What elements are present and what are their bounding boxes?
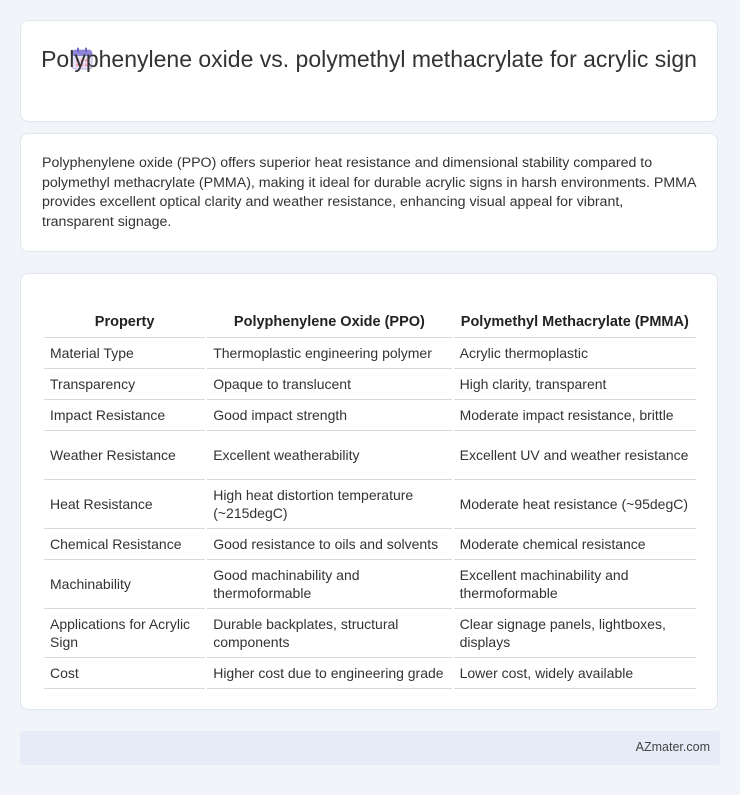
header-property: Property [44, 295, 205, 338]
pmma-cell: Acrylic thermoplastic [454, 338, 696, 369]
property-cell: Weather Resistance [44, 431, 205, 480]
header-pmma: Polymethyl Methacrylate (PMMA) [454, 295, 696, 338]
footer-brand-link[interactable]: AZmater.com [635, 740, 710, 754]
ppo-cell: Higher cost due to engineering grade [207, 658, 451, 689]
pmma-cell: Lower cost, widely available [454, 658, 696, 689]
pmma-cell: Excellent machinability and thermoformable [454, 560, 696, 609]
pmma-cell: Moderate heat resistance (~95degC) [454, 480, 696, 529]
header-ppo: Polyphenylene Oxide (PPO) [207, 295, 451, 338]
page-title: Polyphenylene oxide vs. polymethyl methacrylate for acrylic sign [41, 46, 697, 72]
table-row [44, 529, 696, 560]
property-cell: Material Type [44, 338, 205, 369]
table-header-row [44, 295, 696, 338]
pmma-cell: Moderate chemical resistance [454, 529, 696, 560]
table-row [44, 369, 696, 400]
title-card [20, 20, 718, 122]
table-row [44, 560, 696, 609]
intro-card [20, 133, 718, 252]
intro-paragraph: Polyphenylene oxide (PPO) offers superior heat resistance and dimensional stability compared to polymethyl methacrylate (PMMA), making it ideal for durable acrylic signs in harsh environments. PMMA provides excellent optical clarity and weather resistance, enhancing visual appeal for vibrant, transparent signage. [42, 155, 696, 230]
ppo-cell: Good resistance to oils and solvents [207, 529, 451, 560]
table-row [44, 480, 696, 529]
ppo-cell: Excellent weatherability [207, 431, 451, 480]
property-cell: Transparency [44, 369, 205, 400]
table-row [44, 658, 696, 689]
pmma-cell: Clear signage panels, lightboxes, displays [454, 609, 696, 658]
property-cell: Heat Resistance [44, 480, 205, 529]
comparison-card [20, 273, 718, 710]
table-row [44, 338, 696, 369]
pmma-cell: Moderate impact resistance, brittle [454, 400, 696, 431]
pmma-cell: Excellent UV and weather resistance [454, 431, 696, 480]
pmma-cell: High clarity, transparent [454, 369, 696, 400]
property-cell: Chemical Resistance [44, 529, 205, 560]
ppo-cell: Good machinability and thermoformable [207, 560, 451, 609]
ppo-cell: Durable backplates, structural components [207, 609, 451, 658]
footer-bar [20, 731, 720, 765]
comparison-table [42, 295, 698, 689]
ppo-cell: High heat distortion temperature (~215degC) [207, 480, 451, 529]
table-row [44, 609, 696, 658]
property-cell: Cost [44, 658, 205, 689]
ppo-cell: Opaque to translucent [207, 369, 451, 400]
table-row [44, 431, 696, 480]
property-cell: Machinability [44, 560, 205, 609]
property-cell: Impact Resistance [44, 400, 205, 431]
property-cell: Applications for Acrylic Sign [44, 609, 205, 658]
ppo-cell: Good impact strength [207, 400, 451, 431]
ppo-cell: Thermoplastic engineering polymer [207, 338, 451, 369]
table-row [44, 400, 696, 431]
